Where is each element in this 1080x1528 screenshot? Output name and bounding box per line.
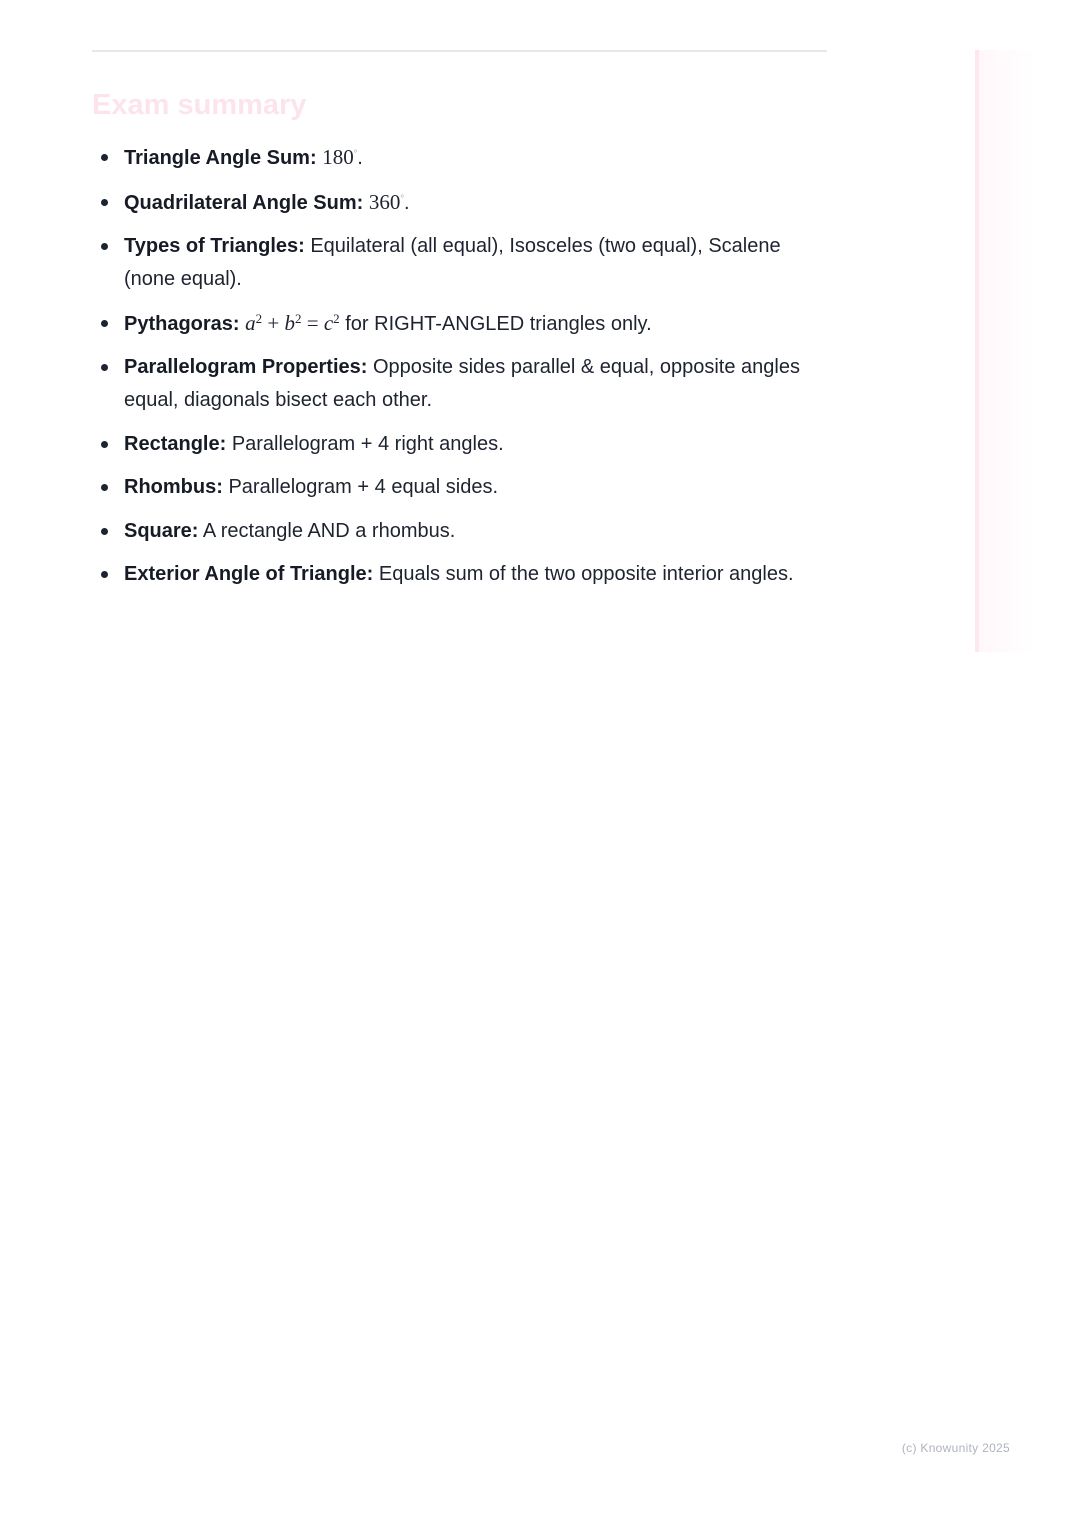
item-text: Equals sum of the two opposite interior angles. [378, 563, 794, 585]
bullet-icon [101, 320, 108, 327]
item-term: Rectangle: [124, 432, 227, 455]
bullet-icon [101, 243, 108, 250]
bullet-icon [101, 199, 108, 206]
item-term: Parallelogram Properties: [124, 356, 368, 378]
list-item-triangle-angle-sum [92, 141, 832, 175]
bullet-icon [101, 571, 108, 578]
bullet-icon [101, 154, 108, 161]
list-item-square [92, 515, 832, 548]
item-term: Exterior Angle of Triangle: [124, 563, 374, 585]
list-item-pythagoras [92, 307, 832, 341]
list-item-exterior-angle [92, 558, 832, 591]
math-value: 360° [368, 189, 404, 214]
item-term: Pythagoras: [124, 312, 240, 335]
item-text: Parallelogram + 4 right angles. [231, 432, 504, 455]
item-text: Opposite sides parallel & equal, opposite angles equal, diagonals bisect each other. [124, 356, 800, 411]
top-divider [92, 50, 827, 52]
item-text: Parallelogram + 4 equal sides. [228, 476, 499, 498]
degree-symbol: ° [353, 147, 358, 158]
bullet-icon [101, 441, 108, 448]
bullet-icon [101, 364, 108, 371]
bullet-icon [101, 484, 108, 491]
item-term: Rhombus: [124, 476, 223, 498]
list-item-rectangle [92, 428, 832, 461]
item-text: for RIGHT-ANGLED triangles only. [345, 312, 652, 335]
degree-symbol: ° [400, 192, 404, 203]
item-text: A rectangle AND a rhombus. [202, 519, 456, 542]
copyright-footer: (c) Knowunity 2025 [901, 1441, 1010, 1455]
pythagoras-formula: $a^2 + b^2 = c^2$ [245, 310, 340, 335]
list-item-quadrilateral-angle-sum [92, 186, 832, 220]
item-punctuation: . [403, 191, 410, 214]
summary-list [92, 141, 832, 602]
list-item-rhombus [92, 471, 832, 504]
math-value: 180° [322, 145, 358, 169]
side-panel [975, 50, 1035, 652]
item-term: Types of Triangles: [124, 235, 305, 257]
item-text: Equilateral (all equal), Isosceles (two equal), Scalene (none equal). [124, 235, 781, 290]
section-heading: Exam summary [92, 89, 307, 121]
bullet-icon [101, 528, 108, 535]
item-term: Square: [124, 519, 199, 542]
list-item-types-of-triangles [92, 230, 832, 296]
item-term: Quadrilateral Angle Sum: [124, 191, 364, 214]
list-item-parallelogram-properties [92, 351, 832, 417]
item-term: Triangle Angle Sum: [124, 147, 317, 169]
item-punctuation: . [357, 147, 363, 169]
